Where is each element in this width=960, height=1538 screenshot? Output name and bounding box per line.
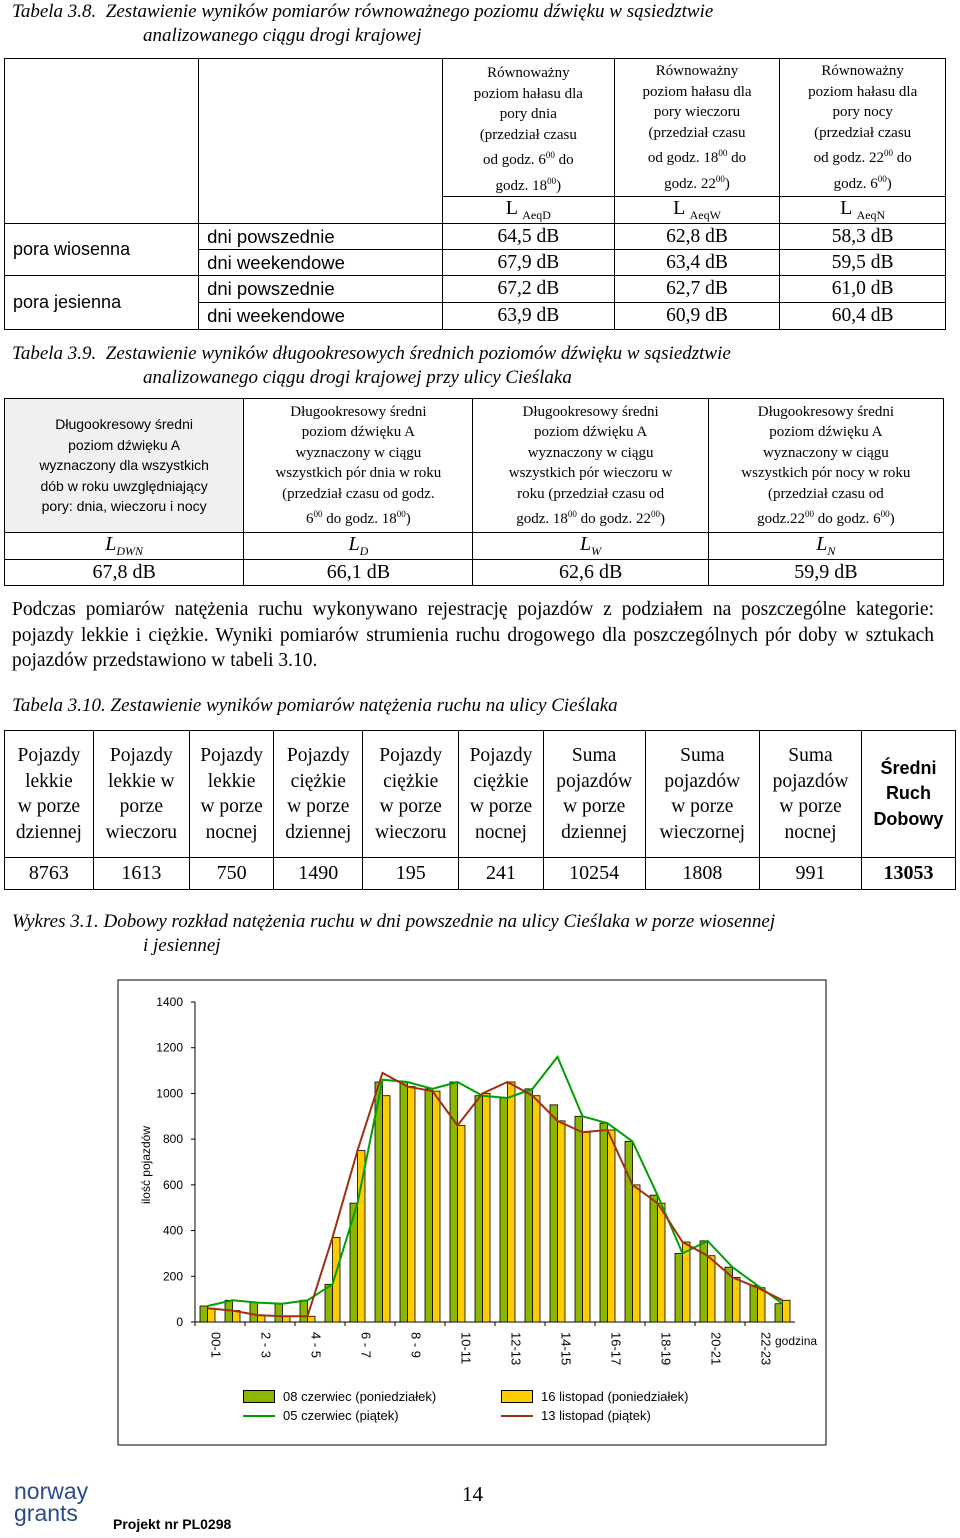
y-tick-label: 1000: [156, 1086, 183, 1101]
table310-header: Średni Ruch Dobowy: [861, 731, 955, 858]
table39-value: 62,6 dB: [473, 560, 708, 586]
table38-symbol-day: L $_{AeqD}$: [442, 197, 614, 224]
table38-caption: Tabela 3.8. Zestawienie wyników pomiarów równoważnego poziomu dźwięku w sąsiedztwie analizowanego ciągu drogi krajowej: [12, 1, 714, 46]
bar-series2: [608, 1130, 616, 1322]
x-tick-label: 10-11: [458, 1332, 474, 1365]
table39-caption: Tabela 3.9. Zestawienie wyników długookresowych średnich poziomów dźwięku w sąsiedztwie analizowanego ciągu drogi krajowej przy ulicy Cieślaka: [12, 343, 731, 388]
table38-cell: 64,5 dB: [442, 224, 614, 250]
x-axis-title: godzina: [775, 1334, 818, 1348]
legend-item-series2: [501, 1389, 688, 1404]
table39: [4, 398, 944, 586]
x-tick-label: 4 - 5: [308, 1332, 324, 1359]
table38: [4, 58, 946, 330]
table310-header: Pojazdy ciężkie w porze wieczoru: [363, 731, 459, 858]
bar-series2: [558, 1121, 566, 1322]
bar-series2: [758, 1288, 766, 1322]
bar-series1: [575, 1116, 583, 1322]
table38-season-spring: pora wiosenna: [5, 224, 199, 276]
bar-series1: [550, 1105, 558, 1322]
table39-header: Długookresowy średni poziom dźwięku A wyznaczony dla wszystkich dób w roku uwzględniający pory: dnia, wieczoru i nocy: [5, 399, 244, 533]
project-number: Projekt nr PL0298: [113, 1516, 232, 1532]
y-tick-label: 0: [176, 1315, 183, 1329]
bar-series1: [750, 1285, 758, 1322]
table38-cell: 63,4 dB: [614, 250, 780, 276]
legend-label: 05 czerwiec (piątek): [283, 1408, 399, 1423]
y-tick-label: 600: [162, 1177, 183, 1192]
legend-line: [501, 1415, 533, 1417]
bar-series1: [425, 1089, 433, 1322]
y-tick-label: 200: [162, 1269, 183, 1284]
legend-swatch: [501, 1390, 533, 1403]
bar-series1: [500, 1098, 508, 1322]
table310-header: Suma pojazdów w porze wieczornej: [645, 731, 760, 858]
bar-series2: [508, 1082, 516, 1322]
table310-header: Suma pojazdów w porze dziennej: [543, 731, 645, 858]
table310-header: Pojazdy ciężkie w porze dziennej: [274, 731, 363, 858]
bar-series2: [308, 1316, 316, 1322]
table38-season-autumn: pora jesienna: [5, 276, 199, 330]
bar-series1: [600, 1123, 608, 1322]
table38-corner: [5, 59, 199, 224]
bar-series2: [733, 1277, 741, 1322]
x-tick-label: 2 - 3: [258, 1332, 274, 1359]
bar-series1: [325, 1284, 333, 1322]
table38-cell: 67,2 dB: [442, 276, 614, 303]
table310-value: 195: [363, 858, 459, 890]
table310: [4, 730, 956, 890]
norway-grants-logo: norway grants: [14, 1478, 89, 1526]
table38-cell: 58,3 dB: [780, 224, 946, 250]
table310-header: Suma pojazdów w porze nocnej: [760, 731, 862, 858]
y-tick-label: 1400: [156, 995, 183, 1009]
y-tick-label: 400: [162, 1223, 183, 1238]
bar-series1: [775, 1304, 783, 1322]
page-number: 14: [462, 1482, 483, 1506]
y-tick-label: 1200: [156, 1040, 183, 1055]
bar-series2: [583, 1132, 591, 1322]
bar-series2: [433, 1091, 441, 1322]
table310-value: 8763: [5, 858, 94, 890]
table38-col-header-day: Równoważny poziom hałasu dla pory dnia (przedział czasu od godz. $6^{00}$ do godz. $18^{00}$): [442, 59, 614, 197]
table310-value: 241: [459, 858, 544, 890]
table310-header: Pojazdy lekkie w porze dziennej: [5, 731, 94, 858]
table39-header: Długookresowy średni poziom dźwięku A wyznaczony w ciągu wszystkich pór nocy w roku (przedział czasu od $godz.22^{00}$ do godz. $6^{00}$): [708, 399, 943, 533]
bar-series2: [658, 1203, 666, 1322]
table38-cell: 61,0 dB: [780, 276, 946, 303]
x-tick-label: 14-15: [558, 1332, 574, 1366]
bar-series2: [458, 1125, 466, 1322]
table38-day-type: dni powszednie: [199, 224, 443, 250]
y-axis-title: ilość pojazdów: [139, 1125, 153, 1205]
table38-day-type: dni weekendowe: [199, 250, 443, 276]
figure-caption: Wykres 3.1. Dobowy rozkład natężenia ruchu w dni powszednie na ulicy Cieślaka w porze wiosennej i jesiennej: [12, 911, 776, 956]
bar-series1: [525, 1089, 533, 1322]
bar-series2: [408, 1087, 416, 1322]
table38-cell: 59,5 dB: [780, 250, 946, 276]
table310-caption: Tabela 3.10. Zestawienie wyników pomiarów natężenia ruchu na ulicy Cieślaka: [12, 695, 618, 716]
line-series3: [208, 1057, 783, 1306]
table38-cell: 63,9 dB: [442, 303, 614, 330]
table38-cell: 62,7 dB: [614, 276, 780, 303]
bar-series2: [383, 1096, 391, 1322]
bar-series1: [200, 1306, 208, 1322]
table38-col-header-night: Równoważny poziom hałasu dla pory nocy (przedział czasu od godz. $22^{00}$ do godz. $6^{00}$): [780, 59, 946, 197]
table310-value: 1490: [274, 858, 363, 890]
table39-symbol: $L_W$: [473, 533, 708, 560]
body-paragraph: Podczas pomiarów natężenia ruchu wykonywano rejestrację pojazdów z podziałem na poszczególne kategorie: pojazdy lekkie i ciężkie. Wyniki pomiarów strumienia ruchu drogowego dla poszczególnych pór doby w sztukach pojazdów przedstawiono w tabeli 3.10.: [12, 599, 934, 671]
table38-cell: 62,8 dB: [614, 224, 780, 250]
bar-series1: [650, 1195, 658, 1322]
x-tick-label: 00-1: [208, 1332, 224, 1359]
bar-series1: [675, 1253, 683, 1322]
table38-symbol-evening: L $_{AeqW}$: [614, 197, 780, 224]
table310-value: 991: [760, 858, 862, 890]
chart-frame: [118, 980, 826, 1445]
bar-series2: [483, 1093, 491, 1322]
table38-cell: 60,4 dB: [780, 303, 946, 330]
table39-value: 59,9 dB: [708, 560, 943, 586]
legend-label: 16 listopad (poniedziałek): [541, 1389, 689, 1404]
legend-item-series3: [243, 1408, 399, 1423]
bar-series2: [208, 1308, 216, 1322]
table310-header: Pojazdy ciężkie w porze nocnej: [459, 731, 544, 858]
table310-value: 750: [189, 858, 274, 890]
bar-series2: [533, 1096, 541, 1322]
table39-header: Długookresowy średni poziom dźwięku A wyznaczony w ciągu wszystkich pór dnia w roku (przedział czasu od godz. $6^{00}$ do godz. $18^{00}$): [244, 399, 473, 533]
line-series4: [208, 1073, 783, 1316]
legend-item-series1: [243, 1389, 436, 1404]
legend-item-series4: [501, 1408, 651, 1423]
chart-legend: [237, 1386, 817, 1426]
table39-symbol: $L_{DWN}$: [5, 533, 244, 560]
y-tick-label: 800: [162, 1132, 183, 1147]
bar-series1: [375, 1082, 383, 1322]
table310-value: 1808: [645, 858, 760, 890]
table310-header: Pojazdy lekkie w porze wieczoru: [93, 731, 189, 858]
table39-symbol: $L_D$: [244, 533, 473, 560]
bar-series2: [708, 1256, 716, 1322]
bar-series2: [633, 1185, 641, 1322]
table38-col-header-evening: Równoważny poziom hałasu dla pory wieczoru (przedział czasu od godz. $18^{00}$ do godz. $22^{00}$): [614, 59, 780, 197]
table38-cell: 60,9 dB: [614, 303, 780, 330]
x-tick-label: 12-13: [508, 1332, 524, 1366]
table38-day-type: dni powszednie: [199, 276, 443, 303]
legend-label: 08 czerwiec (poniedziałek): [283, 1389, 437, 1404]
legend-line: [243, 1415, 275, 1417]
bar-series1: [475, 1096, 483, 1322]
x-tick-label: 18-19: [658, 1332, 674, 1366]
table38-symbol-night: L $_{AeqN}$: [780, 197, 946, 224]
x-tick-label: 20-21: [708, 1332, 724, 1366]
legend-label: 13 listopad (piątek): [541, 1408, 651, 1423]
table38-cell: 67,9 dB: [442, 250, 614, 276]
table39-symbol: $L_N$: [708, 533, 943, 560]
table310-value: 10254: [543, 858, 645, 890]
x-tick-label: 16-17: [608, 1332, 624, 1366]
bar-series2: [683, 1242, 691, 1322]
bar-series1: [250, 1303, 258, 1322]
x-tick-label: 6 - 7: [358, 1332, 374, 1359]
table38-day-type: dni weekendowe: [199, 303, 443, 330]
x-tick-label: 8 - 9: [408, 1332, 424, 1359]
x-tick-label: 22-23: [758, 1332, 774, 1366]
bar-series1: [275, 1304, 283, 1322]
table39-header: Długookresowy średni poziom dźwięku A wyznaczony w ciągu wszystkich pór wieczoru w roku (przedział czasu od godz. $18^{00}$ do godz. $22^{00}$): [473, 399, 708, 533]
table39-value: 66,1 dB: [244, 560, 473, 586]
table310-header: Pojazdy lekkie w porze nocnej: [189, 731, 274, 858]
traffic-chart: [0, 975, 960, 1455]
table39-value: 67,8 dB: [5, 560, 244, 586]
bar-series1: [400, 1082, 408, 1322]
bar-series2: [783, 1300, 791, 1322]
legend-swatch: [243, 1390, 275, 1403]
bar-series1: [300, 1300, 308, 1322]
table310-value: 13053: [861, 858, 955, 890]
table310-value: 1613: [93, 858, 189, 890]
